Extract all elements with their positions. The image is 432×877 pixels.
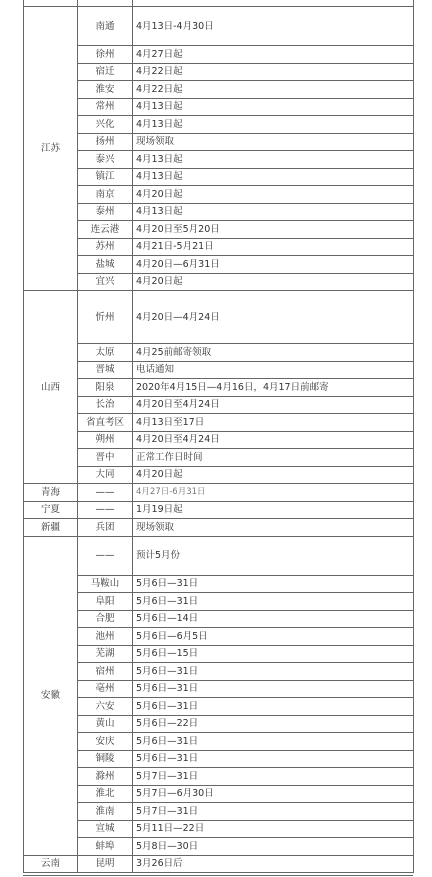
city-cell: 太原 <box>78 344 133 362</box>
table-row <box>24 698 414 716</box>
table-row <box>24 575 414 593</box>
province-cell: 宁夏 <box>24 501 78 519</box>
date-cell: 5月7日—6月30日 <box>133 785 414 803</box>
date-cell: 4月20日起 <box>133 186 414 204</box>
date-cell: 4月22日起 <box>133 63 414 81</box>
date-cell: 4月20日起 <box>133 273 414 291</box>
table-row <box>24 484 414 502</box>
table-row <box>24 431 414 449</box>
date-cell: 5月6日—31日 <box>133 698 414 716</box>
table-row <box>24 344 414 362</box>
table-row <box>24 116 414 134</box>
date-cell: 预计5月份 <box>133 536 414 575</box>
province-cell: 安徽 <box>24 536 78 855</box>
city-cell: 盐城 <box>78 256 133 274</box>
table-row <box>24 768 414 786</box>
table-row <box>24 628 414 646</box>
city-cell: 合肥 <box>78 610 133 628</box>
city-cell: 宜兴 <box>78 273 133 291</box>
city-cell: 南通 <box>78 7 133 46</box>
city-cell: —— <box>78 484 133 502</box>
date-cell: 2020年4月15日—4月16日，4月17日前邮寄 <box>133 379 414 397</box>
city-cell: 兵团 <box>78 519 133 537</box>
date-cell: 4月27日起 <box>133 46 414 64</box>
table-row <box>24 663 414 681</box>
city-cell: 宣城 <box>78 820 133 838</box>
city-cell: 忻州 <box>78 291 133 344</box>
table-row <box>24 291 414 344</box>
date-cell: 5月6日—14日 <box>133 610 414 628</box>
table-row <box>24 750 414 768</box>
table-row <box>24 98 414 116</box>
city-cell: 兴化 <box>78 116 133 134</box>
table-row <box>24 449 414 467</box>
city-cell: 徐州 <box>78 46 133 64</box>
city-cell: 宿州 <box>78 663 133 681</box>
date-cell: 4月21日-5月21日 <box>133 238 414 256</box>
city-cell: 亳州 <box>78 680 133 698</box>
table-row <box>24 273 414 291</box>
table-row <box>24 838 414 856</box>
table-row <box>24 203 414 221</box>
table-row <box>24 81 414 99</box>
table-row <box>24 466 414 484</box>
date-cell: 5月11日—22日 <box>133 820 414 838</box>
city-cell: 省直考区 <box>78 414 133 432</box>
date-cell: 4月13日起 <box>133 151 414 169</box>
table-row <box>24 414 414 432</box>
date-cell: 5月6日—31日 <box>133 575 414 593</box>
city-cell: 宿迁 <box>78 63 133 81</box>
date-cell: 1月19日起 <box>133 501 414 519</box>
city-cell: 蚌埠 <box>78 838 133 856</box>
schedule-table <box>23 0 414 873</box>
date-cell: 3月26日后 <box>133 855 414 873</box>
city-cell: 淮北 <box>78 785 133 803</box>
table-row <box>24 593 414 611</box>
city-cell: 马鞍山 <box>78 575 133 593</box>
date-cell: 正常工作日时间 <box>133 449 414 467</box>
city-cell: 铜陵 <box>78 750 133 768</box>
city-cell: 镇江 <box>78 168 133 186</box>
city-cell: 长治 <box>78 396 133 414</box>
table-row <box>24 803 414 821</box>
date-cell: 4月22日起 <box>133 81 414 99</box>
date-cell: 4月13日起 <box>133 203 414 221</box>
date-cell: 5月6日—31日 <box>133 733 414 751</box>
city-cell: 扬州 <box>78 133 133 151</box>
table-row <box>24 519 414 537</box>
city-cell: 南京 <box>78 186 133 204</box>
province-cell: 青海 <box>24 484 78 502</box>
table-row <box>24 645 414 663</box>
table-row <box>24 855 414 873</box>
city-cell: 晋城 <box>78 361 133 379</box>
table-row <box>24 379 414 397</box>
city-cell: —— <box>78 501 133 519</box>
table-row <box>24 785 414 803</box>
table-row <box>24 151 414 169</box>
date-cell: 4月20日—4月24日 <box>133 291 414 344</box>
city-cell: 朔州 <box>78 431 133 449</box>
table-row <box>24 168 414 186</box>
table-row <box>24 733 414 751</box>
date-cell: 4月20日起 <box>133 466 414 484</box>
table-row <box>24 63 414 81</box>
date-cell: 5月6日—31日 <box>133 663 414 681</box>
date-cell: 现场领取 <box>133 133 414 151</box>
date-cell: 5月7日—31日 <box>133 768 414 786</box>
city-cell: 连云港 <box>78 221 133 239</box>
city-cell: 淮南 <box>78 803 133 821</box>
date-cell: 5月6日—6月5日 <box>133 628 414 646</box>
city-cell: 芜湖 <box>78 645 133 663</box>
table-row <box>24 536 414 575</box>
city-cell: 阜阳 <box>78 593 133 611</box>
date-cell: 电话通知 <box>133 361 414 379</box>
schedule-table-body <box>24 0 414 873</box>
province-cell: 江苏 <box>24 7 78 291</box>
date-cell: 5月6日—31日 <box>133 680 414 698</box>
date-cell: 5月6日—15日 <box>133 645 414 663</box>
city-cell: 滁州 <box>78 768 133 786</box>
table-row <box>24 361 414 379</box>
city-cell: 安庆 <box>78 733 133 751</box>
date-cell: 4月20日至5月20日 <box>133 221 414 239</box>
table-row <box>24 680 414 698</box>
table-row <box>24 256 414 274</box>
city-cell: 苏州 <box>78 238 133 256</box>
table-row <box>24 715 414 733</box>
city-cell: —— <box>78 536 133 575</box>
date-cell: 5月6日—31日 <box>133 593 414 611</box>
table-row <box>24 133 414 151</box>
date-cell: 4月13日起 <box>133 98 414 116</box>
table-row <box>24 610 414 628</box>
table-row <box>24 46 414 64</box>
city-cell: 阳泉 <box>78 379 133 397</box>
city-cell: 六安 <box>78 698 133 716</box>
date-cell: 4月13日至17日 <box>133 414 414 432</box>
date-cell: 4月13日起 <box>133 116 414 134</box>
city-cell: 大同 <box>78 466 133 484</box>
date-cell: 4月25前邮寄领取 <box>133 344 414 362</box>
city-cell: 昆明 <box>78 855 133 873</box>
city-cell: 晋中 <box>78 449 133 467</box>
city-cell: 常州 <box>78 98 133 116</box>
table-bottom-border <box>23 875 413 876</box>
province-cell: 云南 <box>24 855 78 873</box>
date-cell: 现场领取 <box>133 519 414 537</box>
table-row <box>24 221 414 239</box>
date-cell: 4月27日-6月31日 <box>133 484 414 502</box>
city-cell: 泰州 <box>78 203 133 221</box>
date-cell: 5月7日—31日 <box>133 803 414 821</box>
date-cell: 5月8日—30日 <box>133 838 414 856</box>
city-cell: 黄山 <box>78 715 133 733</box>
table-row <box>24 7 414 46</box>
province-cell: 新疆 <box>24 519 78 537</box>
date-cell: 4月20日至4月24日 <box>133 431 414 449</box>
city-cell: 淮安 <box>78 81 133 99</box>
table-row <box>24 396 414 414</box>
table-row <box>24 186 414 204</box>
date-cell: 5月6日—22日 <box>133 715 414 733</box>
date-cell: 5月6日—31日 <box>133 750 414 768</box>
date-cell: 4月13日起 <box>133 168 414 186</box>
table-row <box>24 501 414 519</box>
city-cell: 池州 <box>78 628 133 646</box>
table-row <box>24 238 414 256</box>
table-row <box>24 820 414 838</box>
date-cell: 4月20日—6月31日 <box>133 256 414 274</box>
province-cell: 山西 <box>24 291 78 484</box>
date-cell: 4月20日至4月24日 <box>133 396 414 414</box>
date-cell: 4月13日-4月30日 <box>133 7 414 46</box>
city-cell: 泰兴 <box>78 151 133 169</box>
